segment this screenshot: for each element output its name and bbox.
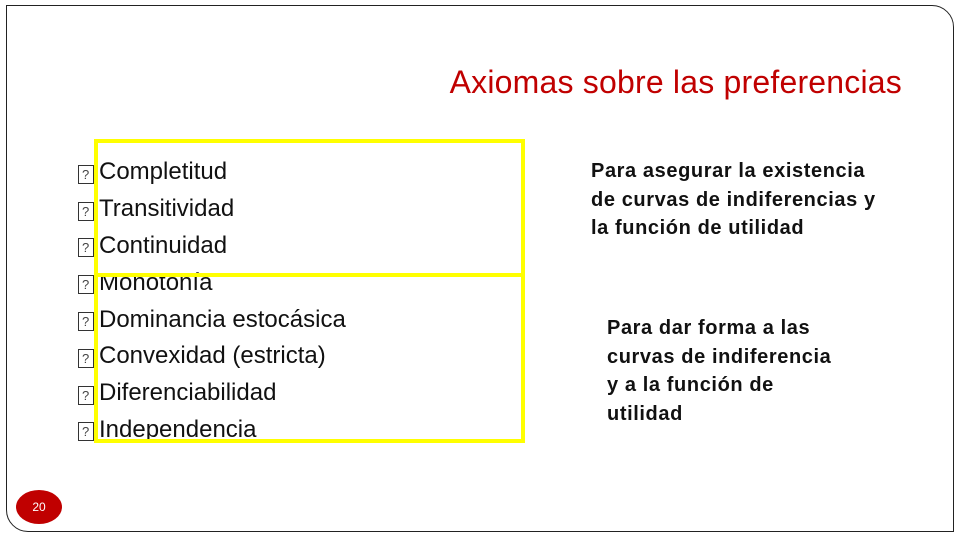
axiom-label: Transitividad [99, 195, 235, 223]
axiom-label: Diferenciabilidad [99, 379, 277, 407]
missing-glyph-box-icon [78, 275, 94, 294]
axiom-label: Completitud [99, 158, 228, 186]
axiom-label: Convexidad (estricta) [99, 342, 326, 370]
missing-glyph-box-icon [78, 312, 94, 331]
highlight-box-top [94, 139, 525, 277]
missing-glyph-box-icon [78, 238, 94, 257]
axiom-label: Continuidad [99, 231, 228, 259]
axiom-label: Monotonía [99, 268, 213, 296]
axiom-label: Independencia [99, 415, 257, 443]
highlight-box-bottom [94, 273, 525, 443]
missing-glyph-box-icon [78, 386, 94, 405]
note-existence: Para asegurar la existencia de curvas de indiferencias y la función de utilidad [591, 160, 876, 239]
missing-glyph-box-icon [78, 165, 94, 184]
note-shape: Para dar forma a las curvas de indiferencia y a la función de utilidad [607, 317, 832, 425]
missing-glyph-box-icon [78, 202, 94, 221]
missing-glyph-box-icon [78, 422, 94, 441]
page-number-badge: 20 [16, 490, 62, 524]
axiom-label: Dominancia estocásica [99, 305, 346, 333]
missing-glyph-box-icon [78, 349, 94, 368]
slide-title: Axiomas sobre las preferencias [449, 64, 902, 100]
